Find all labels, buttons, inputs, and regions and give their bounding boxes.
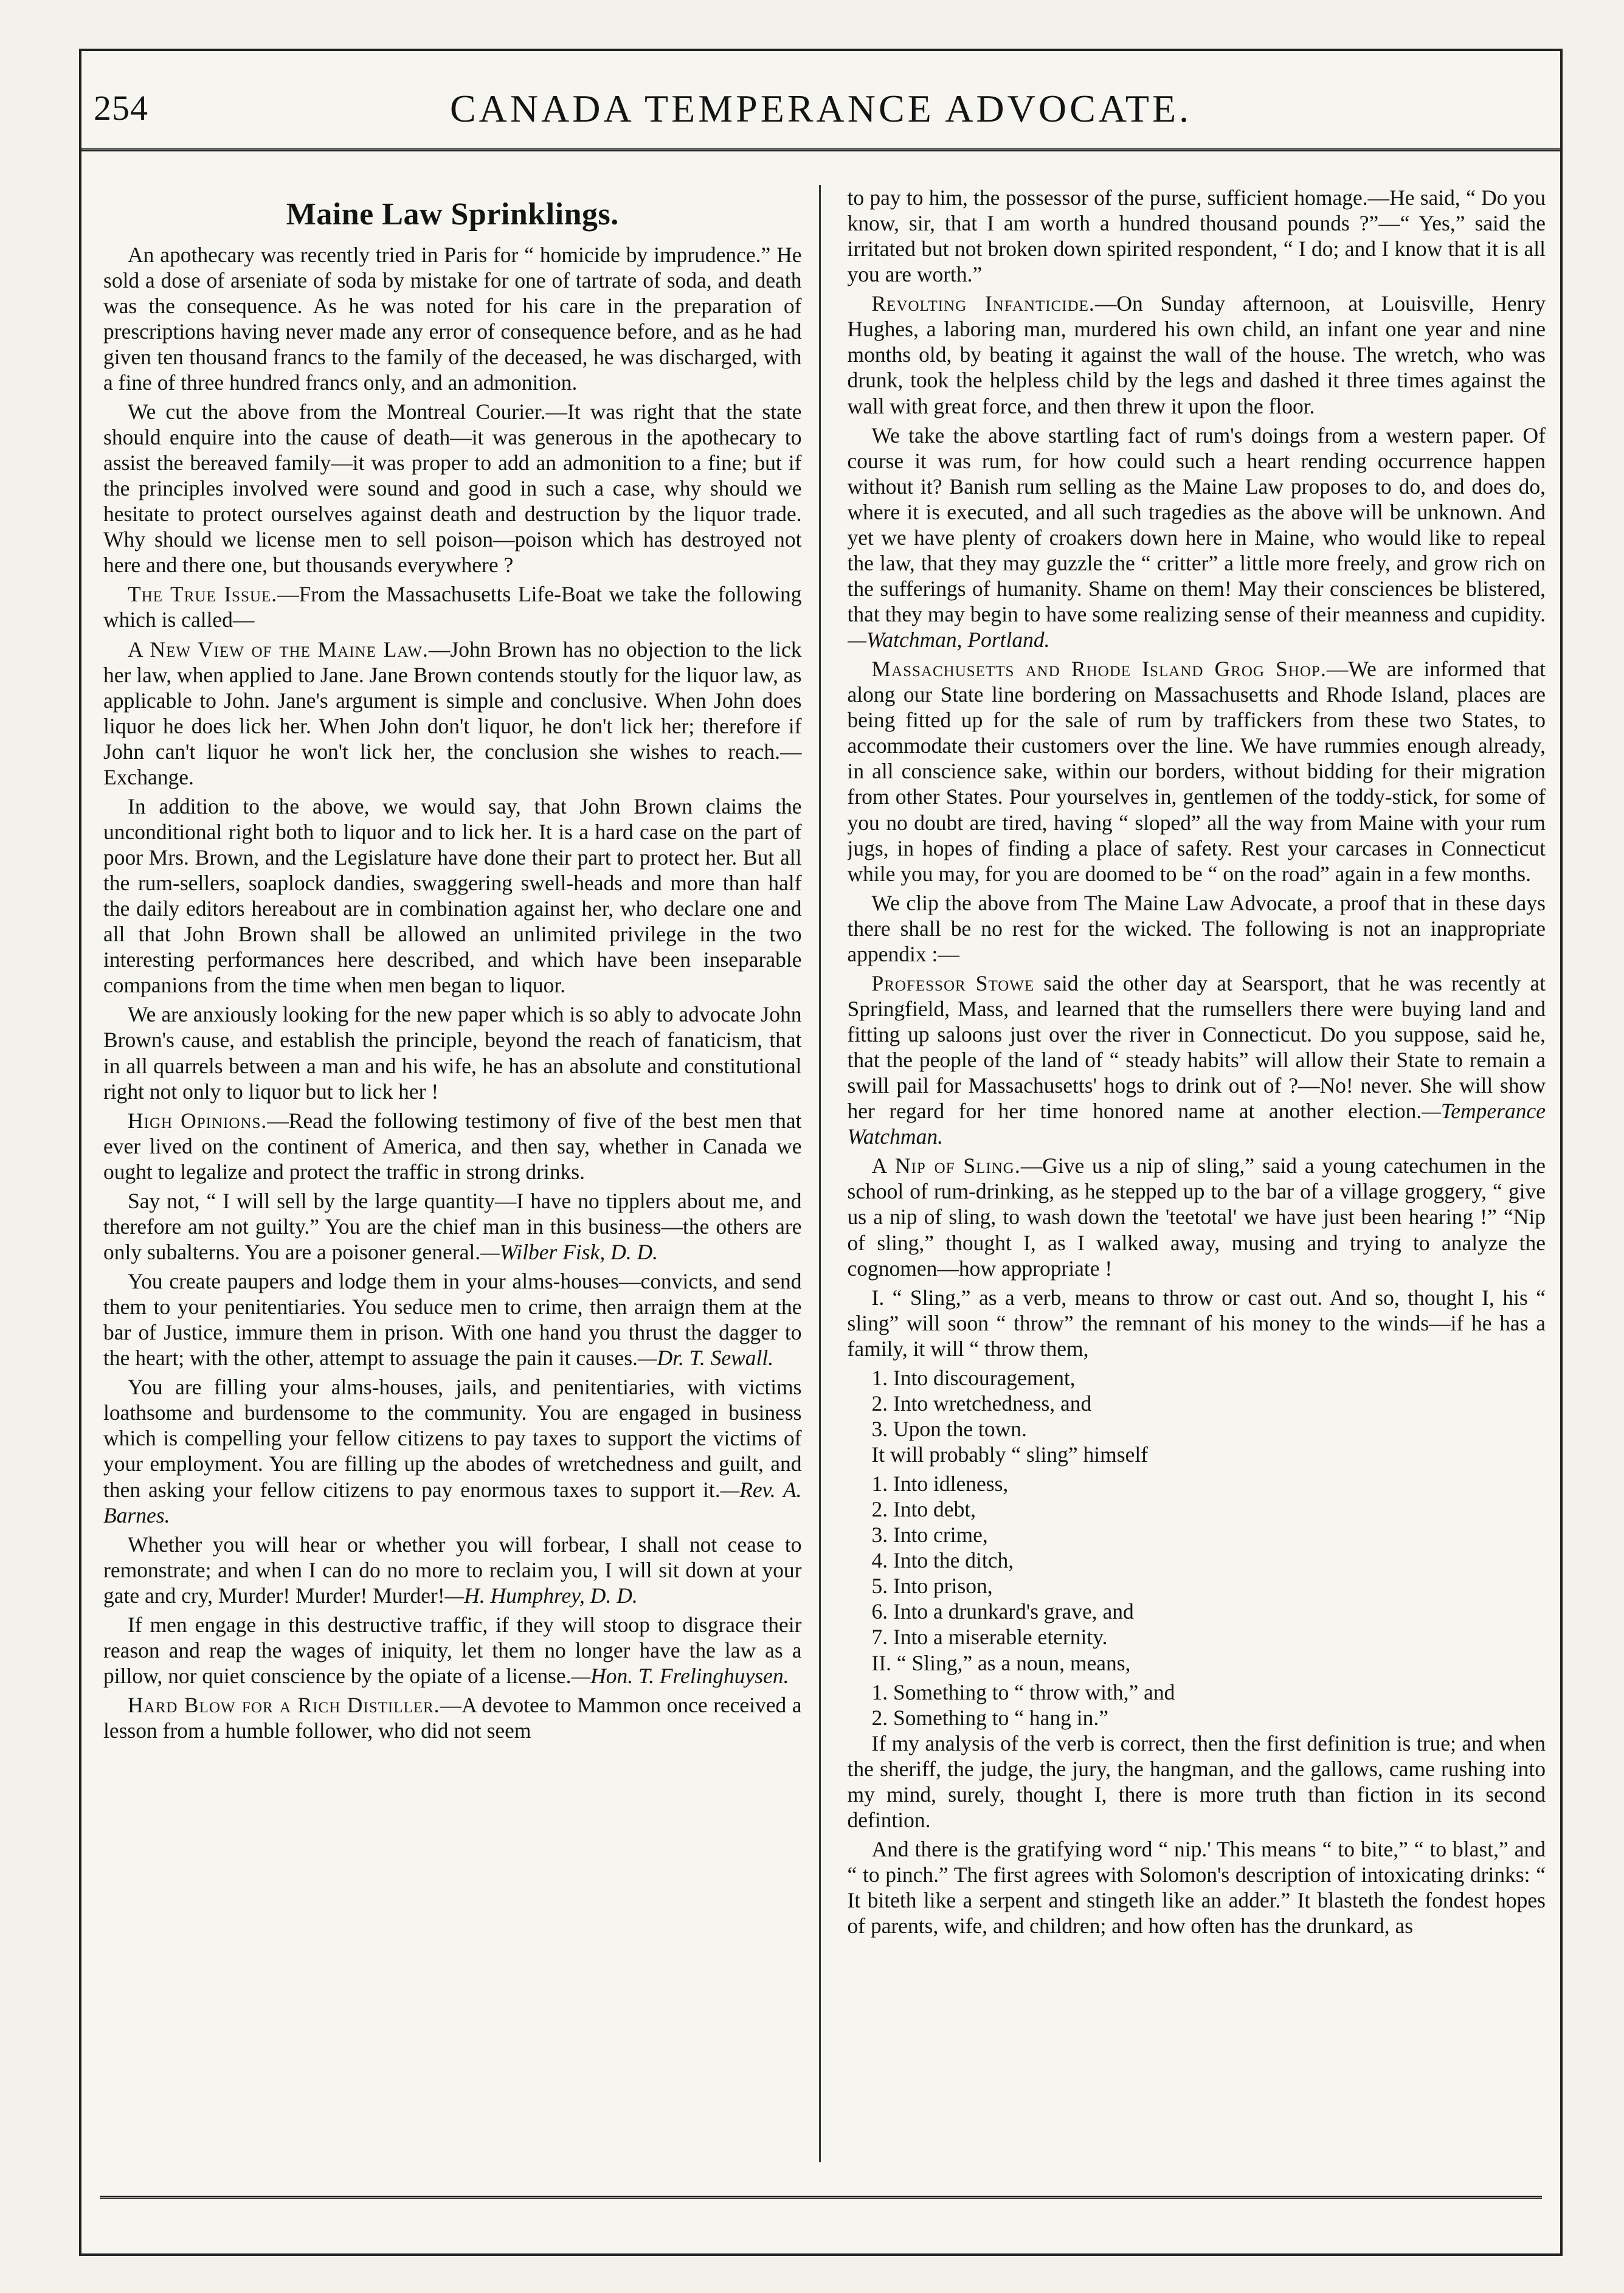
paragraph	[848, 423, 1546, 653]
list-item: 3. Into crime,	[871, 1523, 988, 1548]
quote-citation: —Rev. A. Barnes.	[103, 1477, 802, 1527]
list-item: 2. Something to “ hang in.”	[871, 1705, 1108, 1730]
list-item: 3. Upon the town.	[871, 1416, 1027, 1441]
article-text: —A devotee to Mammon once received a lesson from a humble follower, who did not seem	[103, 1693, 802, 1743]
list-item: 1. Into discouragement,	[871, 1365, 1076, 1390]
article-heading: Professor Stowe	[871, 970, 1035, 995]
masthead-title: CANADA TEMPERANCE ADVOCATE.	[449, 87, 1192, 130]
quote	[103, 1268, 802, 1371]
list-sling-noun	[872, 1679, 1546, 1731]
list-item: 1. Into idleness,	[871, 1472, 1009, 1496]
article-heading: High Opinions.	[128, 1108, 268, 1133]
quote-text: Say not, “ I will sell by the large quantity—I have no tipplers about me, and therefore am not guilty.” You are the chief man in this business—the others are only subalterns. You are a poisoner general.	[103, 1188, 802, 1264]
quote-citation: —Dr. T. Sewall.	[637, 1346, 774, 1371]
quote-citation: —Temperance Watchman.	[847, 1099, 1546, 1149]
article-new-view	[103, 637, 802, 790]
list-item: 2. Into debt,	[871, 1497, 976, 1522]
paragraph: An apothecary was recently tried in Paris for “ homicide by imprudence.” He sold a dose of arseniate of soda by mistake for one of tartrate of soda, and death was the consequence. As he was noted for his care in the preparation of prescriptions having never made any error of consequence before, and as he had given ten thousand francs to the family of the deceased, he was discharged, with a fine of three hundred francs only, and an admonition.	[103, 242, 802, 395]
article-true-issue	[103, 581, 802, 632]
quote-citation: —H. Humphrey, D. D.	[444, 1583, 638, 1608]
article-text: —Give us a nip of sling,” said a young catechumen in the school of rum-drinking, as he stepped up to the bar of a village groggery, “ give us a nip of sling, to wash down the 'teetotal' we have just been hearing !” “Nip of sling,” thought I, as I walked away, musing and trying to analyze the cognomen—how appropriate !	[847, 1153, 1546, 1281]
paragraph: II. “ Sling,” as a noun, means,	[871, 1650, 1131, 1675]
paragraph: We clip the above from The Maine Law Advocate, a proof that in these days there shall be no rest for the wicked. The following is not an inappropriate appendix :—	[847, 890, 1546, 966]
list-item: 6. Into a drunkard's grave, and	[871, 1599, 1134, 1624]
quote-citation: —Wilber Fisk, D. D.	[480, 1239, 658, 1264]
quote-citation: —Watchman, Portland.	[847, 628, 1050, 652]
article-text: —From the Massachusetts Life-Boat we take the following which is called—	[103, 582, 802, 632]
article-heading: Massachusetts and Rhode Island Grog Shop.	[871, 657, 1327, 682]
list-sling-himself	[872, 1471, 1546, 1650]
article-heading: Hard Blow for a Rich Distiller.	[128, 1693, 440, 1718]
quote	[103, 1374, 802, 1527]
quote	[103, 1188, 802, 1265]
paragraph: In addition to the above, we would say, that John Brown claims the unconditional right both to liquor and to lick her. It is a hard case on the part of poor Mrs. Brown, and the Legislature have done their part to protect her. But all the rum-sellers, soaplock dandies, swaggering swell-heads and more than half the daily editors hereabout are in combination against her, who declare one and all that John Brown shall be allowed an unlimited privilege in the two interesting performances here described, and which have been inseparable companions from the time when men began to liquor.	[103, 794, 802, 998]
paragraph: It will probably “ sling” himself	[871, 1442, 1149, 1467]
paragraph: If my analysis of the verb is correct, then the first definition is true; and when the sheriff, the judge, the jury, the hangman, and the gallows, came rushing into my mind, surely, thought I, there is more truth than fiction in its second defintion.	[847, 1731, 1546, 1832]
paragraph: I. “ Sling,” as a verb, means to throw or cast out. And so, thought I, his “ sling” will soon “ throw” the remnant of his money to the winds—if he has a family, it will “ throw them,	[847, 1285, 1546, 1361]
article-heading: Revolting Infanticide.	[871, 291, 1095, 316]
list-item: 4. Into the ditch,	[871, 1548, 1014, 1573]
article-text: —We are informed that along our State line bordering on Massachusetts and Rhode Island, places are being fitted up for the sale of rum by traffickers from these two States, to accommodate their customers over the line. We have rummies enough already, in all conscience sake, within our borders, without bidding for their migration from other States. Pour yourselves in, gentlemen of the toddy-stick, for some of you no doubt are tired, having “ sloped” all the way from Maine with your rum jugs, in hopes of finding a place of safety. Rest your carcases in Connecticut while you may, for you are doomed to be “ on the road” again in a few months.	[847, 657, 1546, 886]
quote-text: You create paupers and lodge them in your alms-houses—convicts, and send them to your penitentiaries. You seduce men to crime, then arraign them at the bar of Justice, immure them in prison. With one hand you thrust the dagger to the heart; with the other, attempt to assuage the pain it causes.	[103, 1269, 802, 1371]
paragraph-text: We take the above startling fact of rum's doings from a western paper. Of course it was rum, for how could such a heart rending occurrence happen without it? Banish rum selling as the Maine Law proposes to do, and does do, where it is executed, and all such tragedies as the above will be unknown. And yet we have plenty of croakers down here in Maine, who would like to repeal the law, that they may guzzle the “ critter” a little more freely, and grow rich on the sufferings of humanity. Shame on them! May their consciences be blistered, that they may begin to have some realizing sense of their meanness and cupidity.	[847, 423, 1546, 626]
list-item: 7. Into a miserable eternity.	[871, 1625, 1108, 1650]
quote-text: Whether you will hear or whether you will forbear, I shall not cease to remonstrate; and when I can do no more to reclaim you, I will sit down at your gate and cry, Murder! Murder! Murder!	[103, 1532, 802, 1608]
article-heading: A New View of the Maine Law.	[128, 637, 429, 662]
article-hard-blow	[103, 1692, 802, 1743]
article-text: —On Sunday afternoon, at Louisville, Henry Hughes, a laboring man, murdered his own child, an infant one year and nine months old, by beating it against the wall of the house. The wretch, who was drunk, took the helpless child by the legs and dashed it three times against the wall with great force, and then threw it upon the floor.	[847, 291, 1546, 418]
article-text: —John Brown has no objection to the lick her law, when applied to Jane. Jane Brown contends stoutly for the liquor law, as applicable to John. Jane's argument is simple and conclusive. When John does liquor he does lick her. When John don't liquor, he don't lick her; therefore if John can't liquor he won't lick her, the conclusion she wishes to reach.—Exchange.	[103, 637, 802, 789]
page-number: 254	[94, 88, 148, 128]
article-professor-stowe	[848, 970, 1546, 1149]
quote	[103, 1532, 802, 1608]
footer-rule	[100, 2196, 1542, 2199]
section-title: Maine Law Sprinklings.	[286, 197, 619, 232]
list-item: 2. Into wretchedness, and	[871, 1391, 1092, 1416]
list-item: 5. Into prison,	[871, 1574, 993, 1599]
article-columns	[103, 185, 1546, 2162]
article-heading: A Nip of Sling.	[871, 1153, 1021, 1178]
right-column	[848, 185, 1546, 2162]
list-item: 1. Something to “ throw with,” and	[871, 1679, 1175, 1704]
article-heading: The True Issue.	[128, 582, 278, 607]
newspaper-page	[79, 49, 1563, 2256]
article-nip-of-sling	[848, 1153, 1546, 1281]
left-column	[103, 185, 821, 2162]
article-text: said the other day at Searsport, that he was recently at Springfield, Mass, and learned that the rumsellers there were buying land and fitting up saloons just over the river in Connecticut. Do you suppose, said he, that the people of the land of “ steady habits” will allow their State to remain a swill pail for Massachusetts' hogs to drink out of ?—No! never. She will show her regard for her time honored name at another election.	[847, 970, 1546, 1124]
article-text: —Read the following testimony of five of the best men that ever lived on the continent of America, and then say, whether in Canada we ought to legalize and protect the traffic in strong drinks.	[103, 1108, 802, 1184]
article-high-opinions	[103, 1108, 802, 1185]
page-header	[81, 81, 1560, 151]
article-infanticide	[848, 291, 1546, 418]
quote	[103, 1612, 802, 1689]
quote-text: You are filling your alms-houses, jails, and penitentiaries, with victims loathsome and burdensome to the community. You are engaged in business which is compelling your fellow citizens to pay taxes to support the victims of your employment. You are filling up the abodes of wretchedness and guilt, and then asking your fellow citizens to pay enormous taxes to support it.	[103, 1375, 802, 1502]
paragraph-continued: to pay to him, the possessor of the purse, sufficient homage.—He said, “ Do you know, sir, that I am worth a hundred thousand pounds ?”—“ Yes,” said the irritated but not broken down spirited respondent, “ I do; and I know that it is all you are worth.”	[847, 185, 1546, 287]
quote-citation: —Hon. T. Frelinghuysen.	[571, 1663, 789, 1688]
paragraph: And there is the gratifying word “ nip.' This means “ to bite,” “ to blast,” and “ to pinch.” The first agrees with Solomon's description of intoxicating drinks: “ It biteth like a serpent and stingeth like an adder.” It blasteth the fondest hopes of parents, wife, and children; and how often has the drunkard, as	[847, 1836, 1546, 1939]
article-grog-shop	[848, 656, 1546, 887]
quote-text: If men engage in this destructive traffic, if they will stoop to disgrace their reason and reap the wages of iniquity, let them no longer have the law as a pillow, nor quiet conscience by the opiate of a license.	[103, 1612, 802, 1688]
list-throw-them	[872, 1365, 1546, 1442]
paragraph: We are anxiously looking for the new paper which is so ably to advocate John Brown's cause, and establish the principle, beyond the reach of fanaticism, that in all quarrels between a man and his wife, he has an absolute and constitutional right not only to liquor but to lick her !	[103, 1002, 802, 1104]
paragraph: We cut the above from the Montreal Courier.—It was right that the state should enquire into the cause of death—it was generous in the apothecary to assist the bereaved family—it was proper to add an admonition to a fine; but if the principles involved were sound and good in such a case, why should we hesitate to protect ourselves against death and destruction by the liquor trade. Why should we license men to sell poison—poison which has destroyed not here and there one, but thousands everywhere ?	[103, 399, 802, 578]
